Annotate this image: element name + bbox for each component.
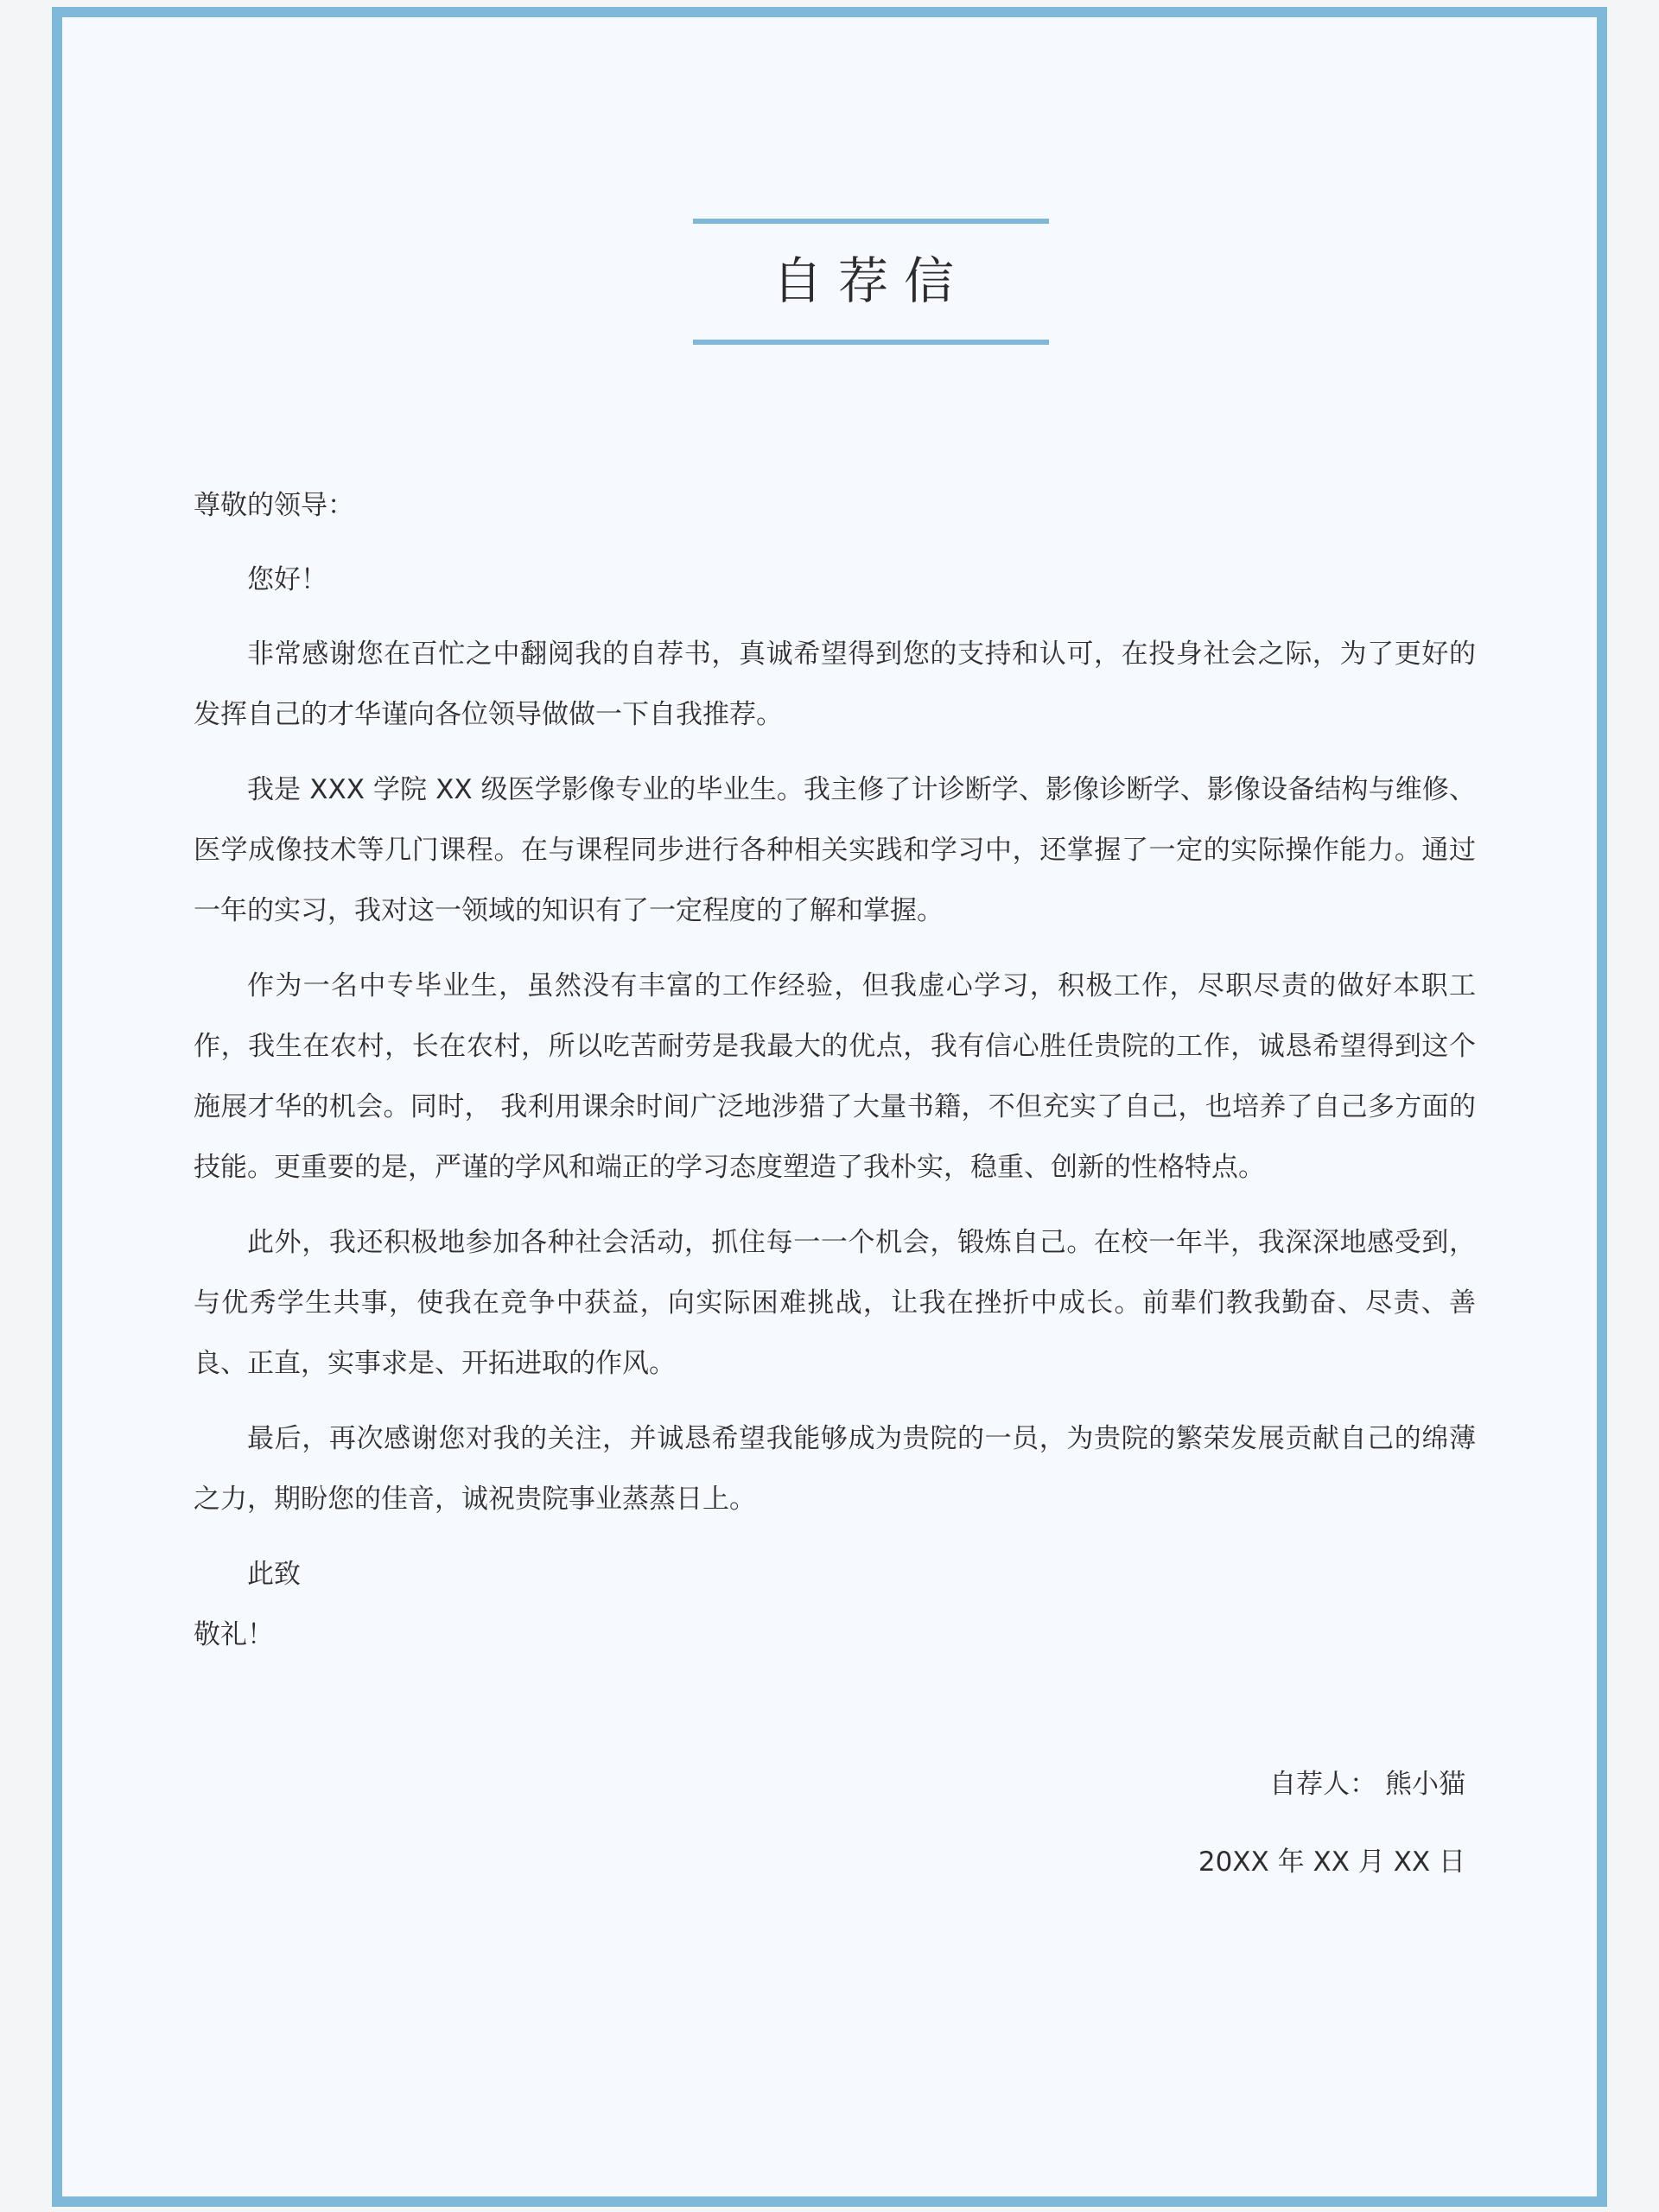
salutation: 尊敬的领导： [194,490,354,521]
closing-line-2: 敬礼！ [194,1619,274,1650]
letter-page [52,7,1607,2207]
letter-body [194,475,1476,1665]
title-block [693,219,1049,350]
paragraph-2: 我是 XXX 学院 XX 级医学影像专业的毕业生。我主修了计诊断学、影像诊断学、影像设备结构与维修、医学成像技术等几门课程。在与课程同步进行各种相关实践和学习中，还掌握了一定的实际操作能力。通过一年的实习，我对这一领域的知识有了一定程度的了解和掌握。 [194,774,1476,926]
date: 20XX 年 XX 月 XX 日 [1198,1847,1465,1878]
signature: 自荐人： 熊小猫 [1269,1769,1465,1800]
paragraph-5: 最后，再次感谢您对我的关注，并诚恳希望我能够成为贵院的一员，为贵院的繁荣发展贡献自己的绵薄之力，期盼您的佳音，诚祝贵院事业蒸蒸日上。 [194,1423,1476,1515]
paragraph-4: 此外，我还积极地参加各种社会活动，抓住每一一个机会，锻炼自己。在校一年半，我深深地感受到，与优秀学生共事，使我在竞争中获益，向实际困难挑战，让我在挫折中成长。前辈们教我勤奋、尽责、善良、正直，实事求是、开拓进取的作风。 [194,1227,1476,1379]
signoff-block [861,1763,1465,1918]
greeting: 您好！ [247,564,327,595]
paragraph-3: 作为一名中专毕业生，虽然没有丰富的工作经验，但我虚心学习，积极工作，尽职尽责的做好本职工作，我生在农村，长在农村，所以吃苦耐劳是我最大的优点，我有信心胜任贵院的工作，诚恳希望得到这个施展才华的机会。同时， 我利用课余时间广泛地涉猎了大量书籍，不但充实了自己，也培养了自己多方面的技能。更重要的是，严谨的学风和端正的学习态度塑造了我朴实，稳重、创新的性格特点。 [194,970,1476,1183]
closing-line-1: 此致 [247,1559,301,1590]
letter-title: 自荐信 [772,251,969,310]
title-bottom-rule [693,340,1049,345]
paragraph-1: 非常感谢您在百忙之中翻阅我的自荐书，真诚希望得到您的支持和认可，在投身社会之际，为了更好的发挥自己的才华谨向各位领导做做一下自我推荐。 [194,639,1476,730]
title-top-rule [693,219,1049,224]
